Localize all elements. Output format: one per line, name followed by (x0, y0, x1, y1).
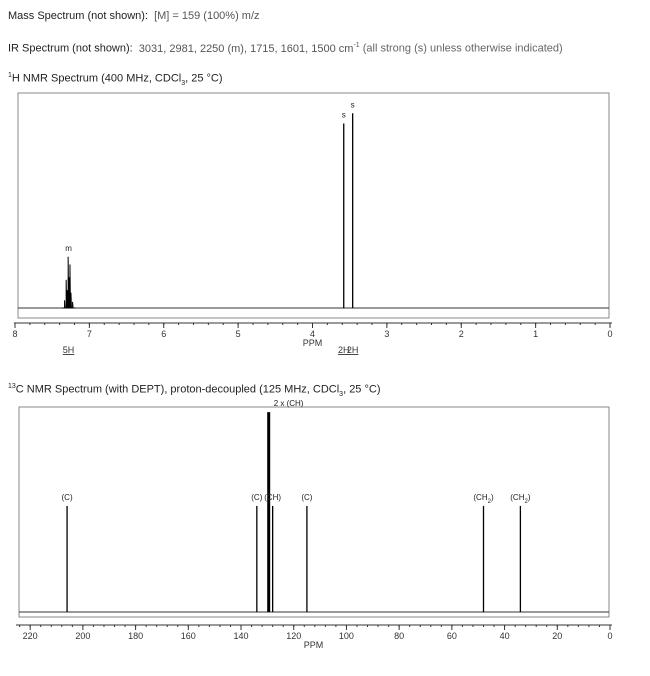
h-nmr-tick-label: 7 (86, 329, 92, 339)
mass-spectrum-value: [M] = 159 (100%) m/z (154, 10, 260, 22)
c-nmr-peak-label: $(CH_2)$ (510, 492, 531, 505)
h-nmr-title-text: H NMR Spectrum (400 MHz, CDCl (11, 72, 182, 85)
c-nmr-peak-label: (C) (251, 492, 263, 502)
c-nmr-tick-label: 80 (394, 631, 405, 641)
c-nmr-tick-label: 100 (338, 631, 354, 641)
h-nmr-title-sup: 1 (8, 72, 12, 79)
h-nmr-tick-label: 3 (384, 329, 390, 339)
c-nmr-tick-label: 0 (607, 631, 613, 641)
h-nmr-x-axis-title: PPM (302, 338, 323, 348)
h-nmr-title (8, 72, 223, 87)
c-nmr-tick-label: 40 (499, 631, 510, 641)
mass-spectrum-label: Mass Spectrum (not shown): (8, 10, 148, 22)
h-nmr-integration-label: 2H (346, 345, 359, 355)
c-nmr-x-axis-title: PPM (303, 640, 324, 650)
c-nmr-peak-label: 2 x (CH) (273, 399, 304, 409)
ir-spectrum-note: (all strong (s) unless otherwise indicated) (362, 42, 563, 55)
c-nmr-chart (0, 399, 650, 670)
h-nmr-plot-frame (18, 93, 609, 318)
c-nmr-tick-label: 200 (75, 631, 91, 641)
c-nmr-tick-label: 140 (233, 631, 249, 641)
c-nmr-tick-label: 20 (552, 631, 563, 641)
c-nmr-peak-label: (CH) (264, 492, 282, 502)
h-nmr-tick-label: 1 (533, 329, 539, 339)
h-nmr-title-sub: 3 (181, 79, 186, 87)
c-nmr-title-end: , 25 °C) (343, 383, 381, 396)
h-nmr-peak-label: s (350, 100, 355, 110)
c-nmr-peak-label: (C) (301, 492, 313, 502)
h-nmr-tick-label: 2 (458, 329, 464, 339)
h-nmr-peak-label: s (341, 110, 346, 120)
c-nmr-tick-label: 220 (22, 631, 38, 641)
h-nmr-tick-label: 6 (161, 329, 167, 339)
h-nmr-integration-label: 2H (337, 345, 350, 355)
ir-spectrum-label: IR Spectrum (not shown): (8, 42, 133, 55)
ir-spectrum-line (8, 42, 563, 55)
c-nmr-title-text: C NMR Spectrum (with DEPT), proton-decoupled (125 MHz, CDCl (15, 383, 340, 396)
h-nmr-tick-label: 8 (12, 329, 18, 339)
mass-spectrum-line (8, 10, 260, 22)
h-nmr-tick-label: 0 (607, 329, 613, 339)
h-nmr-chart (0, 90, 650, 365)
c-nmr-tick-label: 60 (446, 631, 457, 641)
h-nmr-peak (62, 257, 76, 308)
ir-spectrum-value: 3031, 2981, 2250 (m), 1715, 1601, 1500 cm (138, 42, 354, 55)
c-nmr-peak-label: (C) (61, 492, 73, 502)
c-nmr-tick-label: 160 (180, 631, 196, 641)
h-nmr-tick-label: 4 (309, 329, 316, 339)
c-nmr-title-sub: 3 (339, 390, 344, 398)
c-nmr-tick-label: 180 (128, 631, 144, 641)
c-nmr-tick-label: 120 (286, 631, 302, 641)
h-nmr-integration-label: 5H (62, 345, 75, 355)
c-nmr-peak-label: $(CH_2)$ (473, 492, 494, 505)
h-nmr-peak-label: m (65, 243, 72, 253)
c-nmr-title (8, 383, 381, 398)
c-nmr-title-sup: 13 (8, 383, 16, 390)
h-nmr-title-end: , 25 °C) (185, 72, 223, 85)
ir-unit-superscript: -1 (353, 42, 360, 49)
h-nmr-tick-label: 5 (235, 329, 241, 339)
